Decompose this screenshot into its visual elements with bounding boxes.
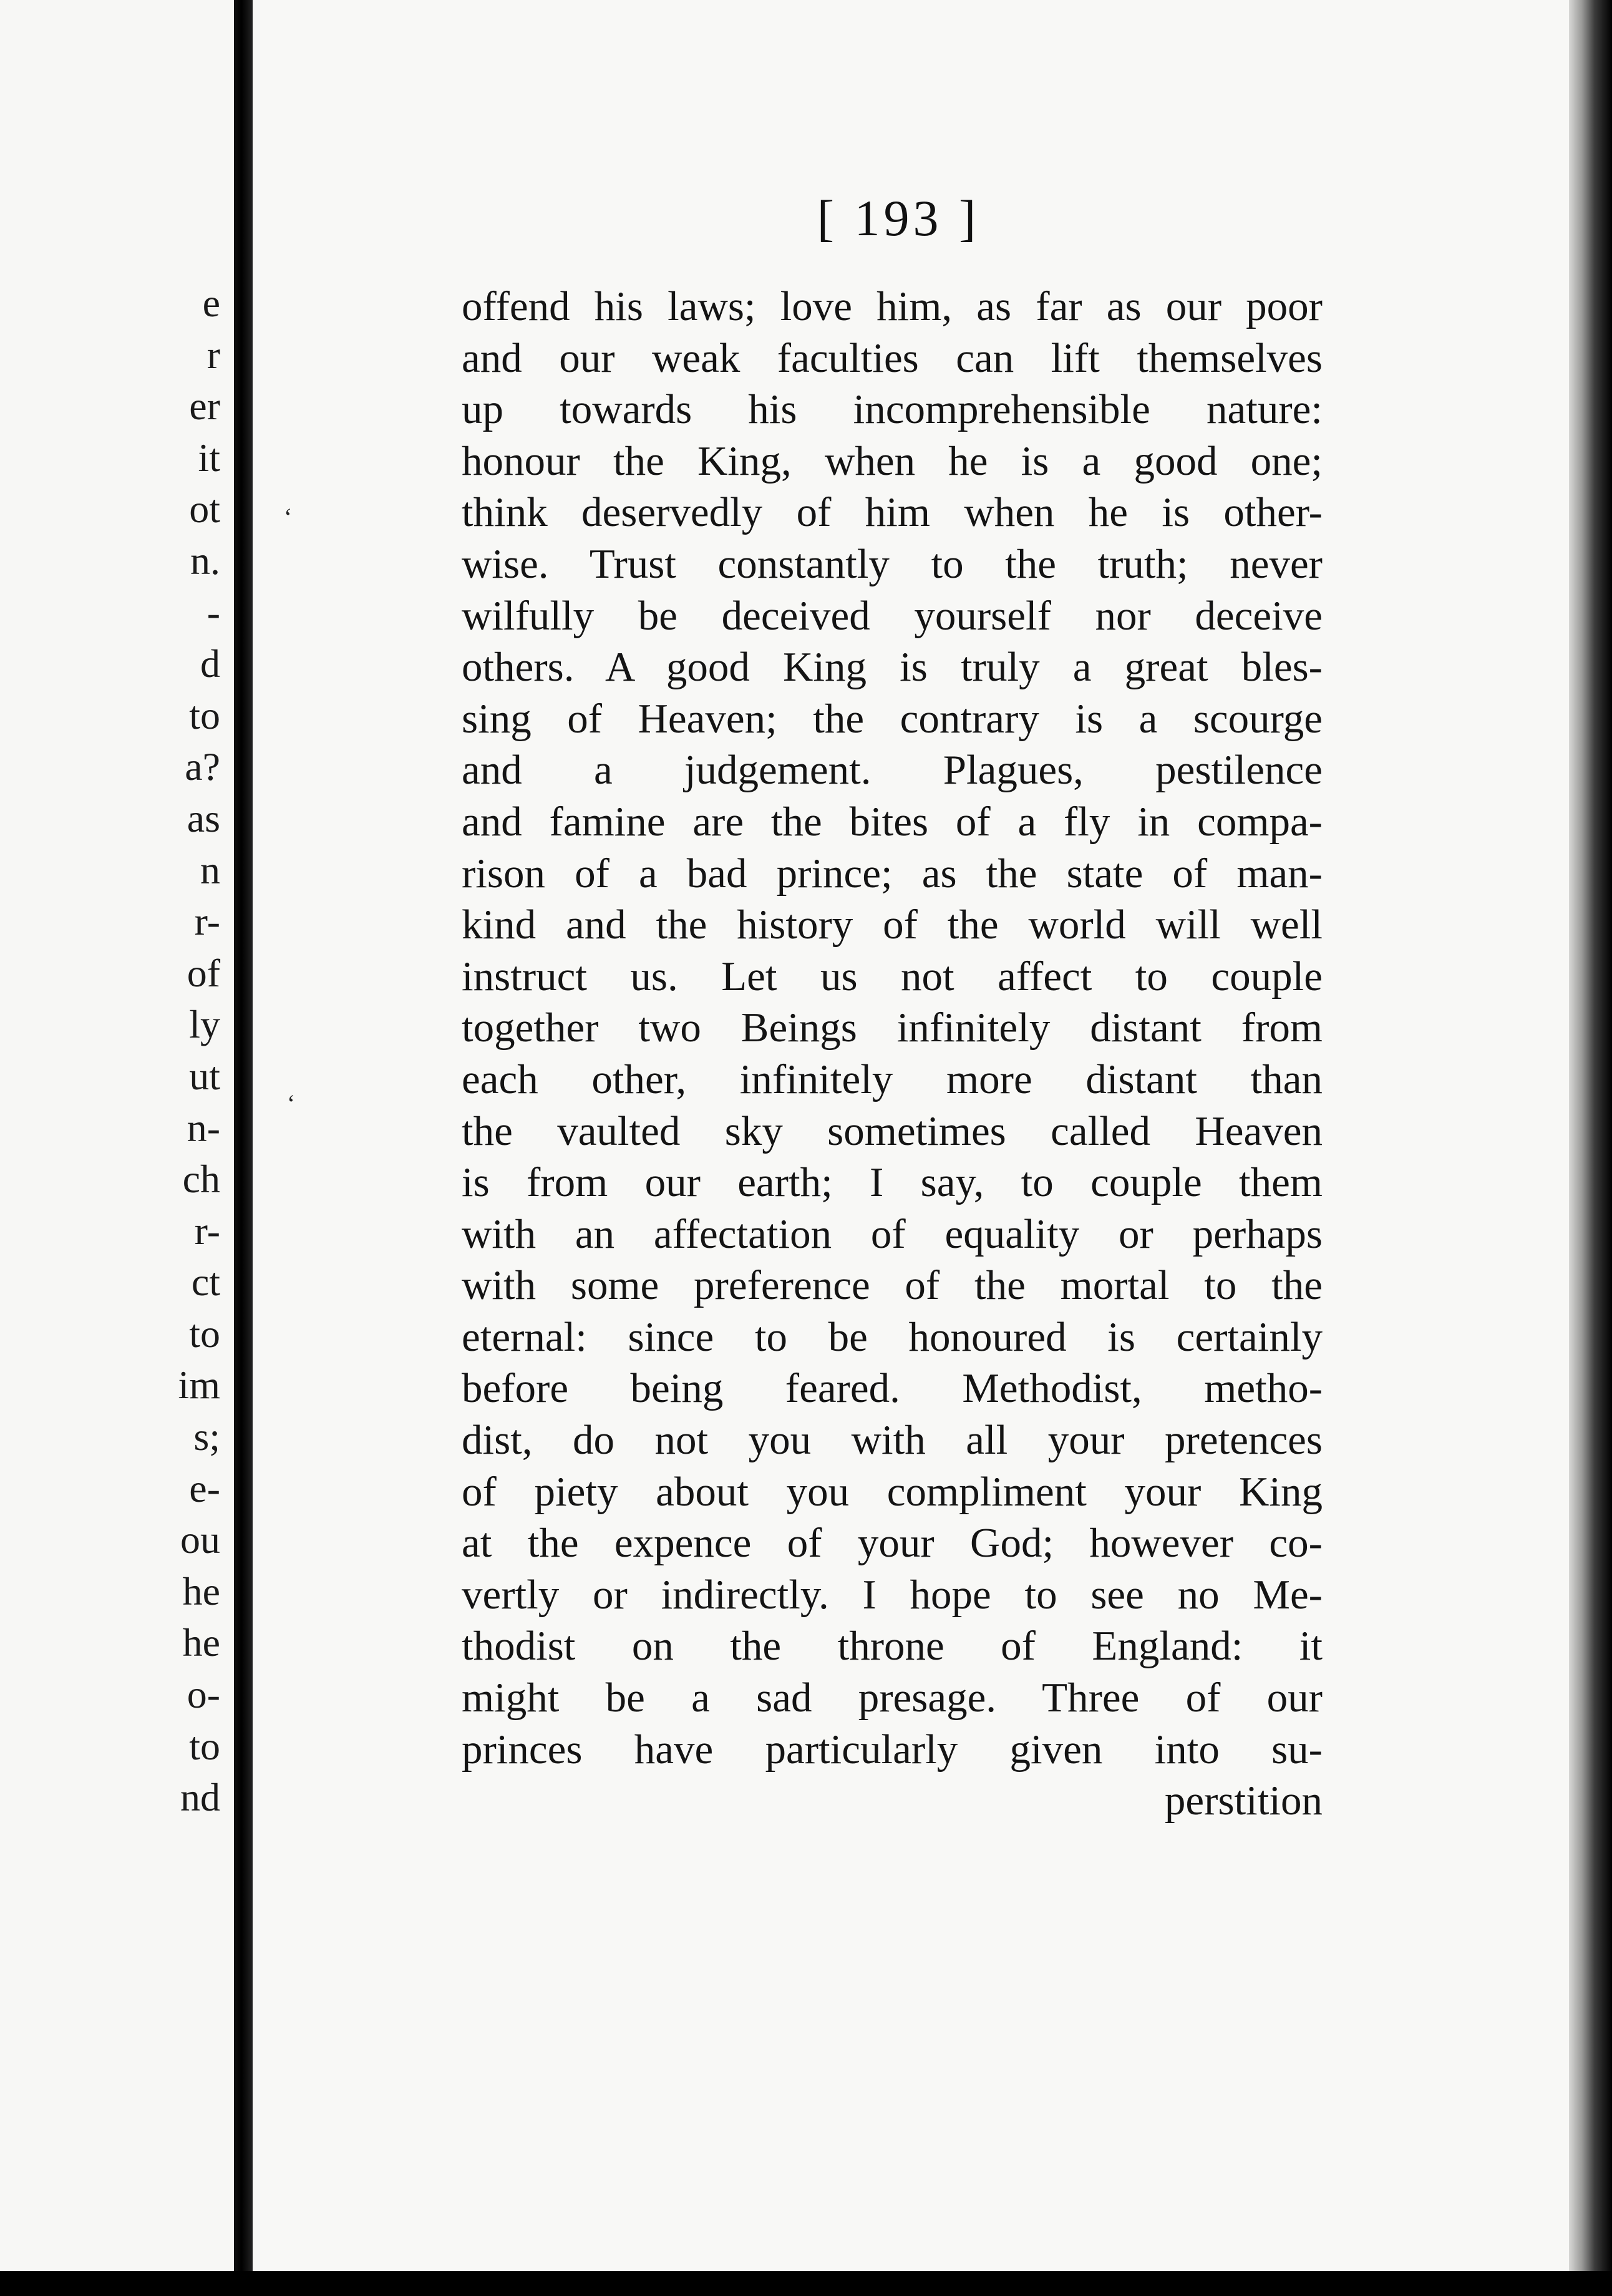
- page-number: [ 193 ]: [817, 190, 980, 246]
- text-line: honour the King, when he is a good one;: [462, 437, 1323, 484]
- left-page-fragment: r: [206, 332, 220, 377]
- left-page-fragment: r-: [194, 1208, 220, 1253]
- stray-ink-mark: ʻ: [287, 1089, 296, 1117]
- left-page-fragment: e-: [189, 1466, 220, 1510]
- left-page-fragment: n: [200, 847, 220, 892]
- text-line: sing of Heaven; the contrary is a scourge: [462, 695, 1323, 742]
- left-page-fragment: o-: [187, 1672, 220, 1717]
- text-line: and our weak faculties can lift themselves: [462, 334, 1323, 381]
- left-page-fragment: to: [189, 1311, 220, 1356]
- text-line: kind and the history of the world will well: [462, 902, 1323, 948]
- text-line: princes have particularly given into su-: [462, 1726, 1323, 1773]
- left-page-fragment: ot: [189, 487, 220, 532]
- left-page-fragment: er: [189, 384, 220, 429]
- text-line: thodist on the throne of England: it: [462, 1623, 1323, 1670]
- stray-ink-mark: ʻ: [284, 503, 293, 531]
- text-line: the vaulted sky sometimes called Heaven: [462, 1107, 1323, 1154]
- text-line: might be a sad presage. Three of our: [462, 1675, 1323, 1721]
- text-line: rison of a bad prince; as the state of man-: [462, 850, 1323, 897]
- text-line: is from our earth; I say, to couple them: [462, 1159, 1323, 1206]
- left-page-fragment: nd: [180, 1775, 220, 1820]
- left-page-fragment: im: [178, 1363, 220, 1408]
- left-page-fragment: ly: [189, 1002, 220, 1047]
- text-line: eternal: since to be honoured is certainly: [462, 1313, 1323, 1360]
- text-line: with some preference of the mortal to the: [462, 1262, 1323, 1309]
- text-line: think deservedly of him when he is other-: [462, 489, 1323, 536]
- left-page-fragment: a?: [185, 744, 220, 789]
- left-page-fragment: d: [200, 641, 220, 686]
- text-line: wise. Trust constantly to the truth; never: [462, 540, 1323, 587]
- catchword: perstition: [1164, 1778, 1323, 1824]
- text-line: wilfully be deceived yourself nor deceive: [462, 592, 1323, 639]
- text-line: at the expence of your God; however co-: [462, 1520, 1323, 1567]
- text-line: with an affectation of equality or perhaps: [462, 1210, 1323, 1257]
- left-page-fragment: ut: [189, 1053, 220, 1098]
- text-line: up towards his incomprehensible nature:: [462, 386, 1323, 433]
- text-line: instruct us. Let us not affect to couple: [462, 953, 1323, 1000]
- text-line: others. A good King is truly a great bles-: [462, 644, 1323, 691]
- text-line: vertly or indirectly. I hope to see no Me-: [462, 1571, 1323, 1618]
- page-edge-shadow: [1569, 0, 1612, 2296]
- left-page-fragment: n-: [187, 1105, 220, 1150]
- left-facing-page: [0, 0, 234, 2296]
- left-page-fragment: e: [202, 281, 220, 325]
- left-page-fragment: it: [198, 435, 220, 480]
- left-page-fragment: he: [182, 1620, 220, 1665]
- bottom-edge: [0, 2271, 1612, 2296]
- left-page-fragment: r-: [194, 899, 220, 944]
- left-page-fragment: of: [187, 950, 220, 995]
- left-page-fragment: -: [206, 590, 220, 635]
- left-page-fragment: ch: [182, 1157, 220, 1202]
- left-page-fragment: ou: [180, 1517, 220, 1562]
- text-line: and a judgement. Plagues, pestilence: [462, 747, 1323, 794]
- text-line: and famine are the bites of a fly in compa-: [462, 798, 1323, 845]
- book-gutter: [234, 0, 253, 2296]
- left-page-fragment: he: [182, 1569, 220, 1613]
- left-page-fragment: s;: [193, 1414, 220, 1459]
- text-line: before being feared. Methodist, metho-: [462, 1365, 1323, 1412]
- text-line: together two Beings infinitely distant from: [462, 1004, 1323, 1051]
- left-page-text-fragments: [0, 278, 234, 1824]
- left-page-fragment: to: [189, 1723, 220, 1768]
- text-line: each other, infinitely more distant than: [462, 1056, 1323, 1102]
- left-page-fragment: ct: [191, 1260, 220, 1305]
- left-page-fragment: as: [187, 795, 220, 840]
- text-line: dist, do not you with all your pretences: [462, 1417, 1323, 1464]
- text-line: offend his laws; love him, as far as our poor: [462, 283, 1323, 329]
- text-line: of piety about you compliment your King: [462, 1468, 1323, 1515]
- left-page-fragment: n.: [190, 538, 220, 583]
- left-page-fragment: to: [189, 693, 220, 737]
- body-text: [462, 281, 1323, 1827]
